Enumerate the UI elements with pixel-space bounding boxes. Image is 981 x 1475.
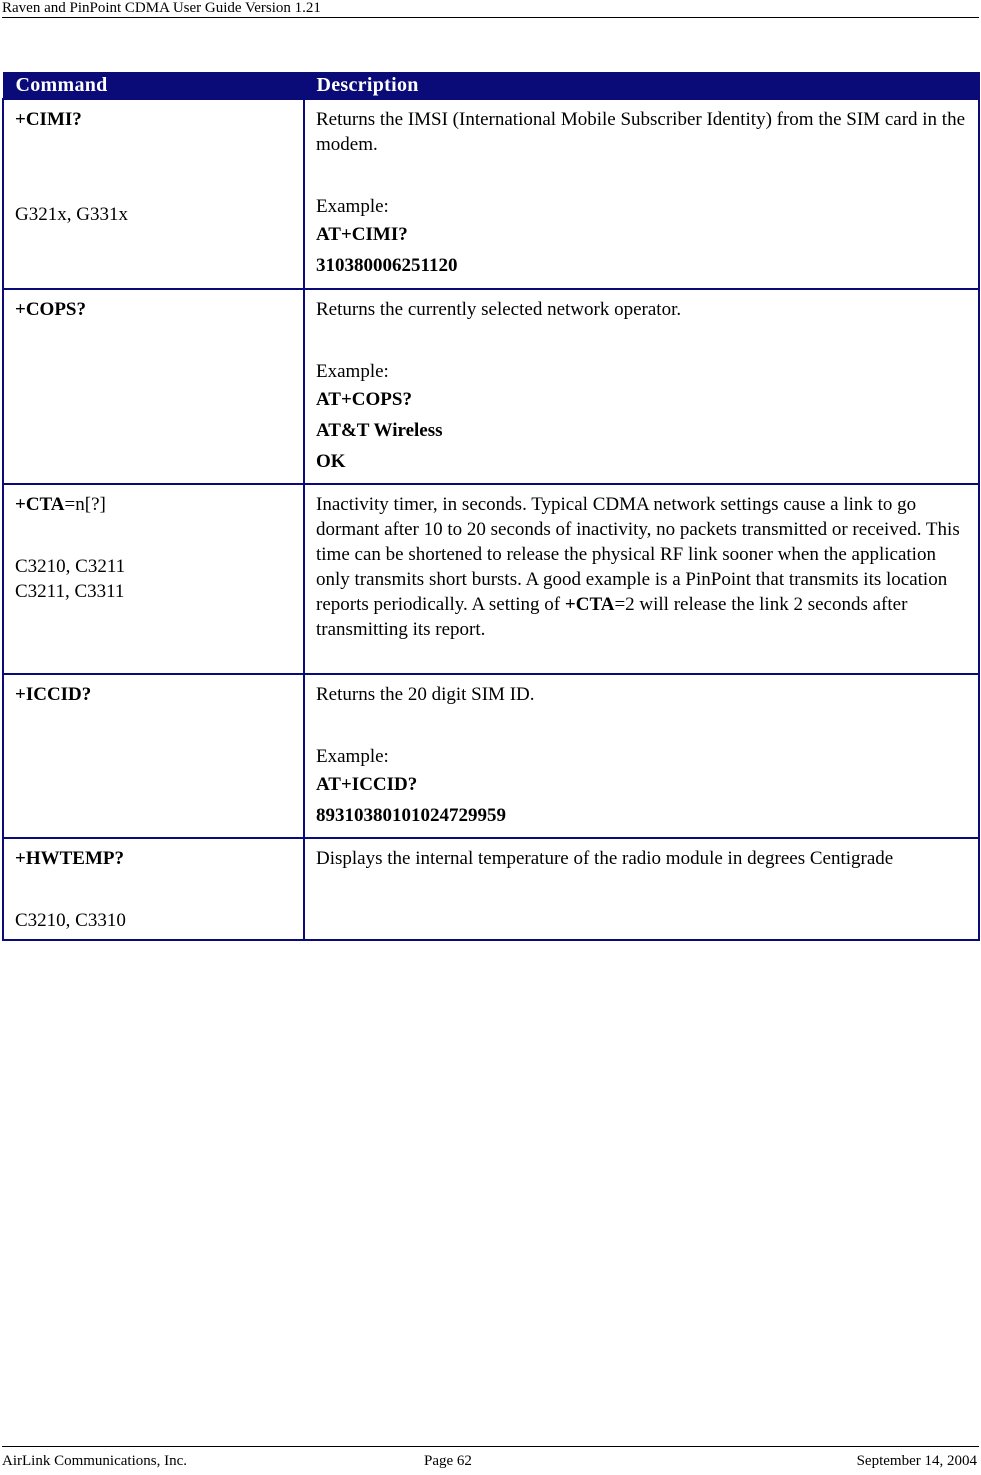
command-cell [3,99,304,289]
table-row [3,674,979,838]
command-name: +ICCID? [15,684,92,705]
description-text: Returns the currently selected network operator. [316,299,682,320]
command-name: +HWTEMP? [15,848,124,869]
command-name: +CIMI? [15,109,82,130]
command-models: C3210, C3310 [15,910,126,931]
table-header-row [3,73,979,100]
description-cell [304,99,979,289]
running-footer [2,1446,979,1471]
example-line: OK [316,451,346,472]
description-segment: Inactivity timer, in seconds. Typical CDMA network settings cause a link to go dormant after 10 to 20 seconds of inactivity, no packets transmitted or received. This time can be shortened to release the physical RF link sooner when the application only transmits short bursts. A good example is a PinPoint that transmits its location reports periodically. A setting of [316,494,960,615]
command-signature [15,492,293,517]
table-row [3,838,979,940]
footer-company: AirLink Communications, Inc. [2,1453,187,1469]
example-line: AT&T Wireless [316,420,443,441]
description-text [316,492,968,642]
table-row [3,289,979,484]
example-line: AT+COPS? [316,389,412,410]
description-text: Returns the 20 digit SIM ID. [316,684,535,705]
command-suffix: =n[?] [64,494,106,515]
command-cell [3,484,304,674]
description-cell [304,674,979,838]
command-cell [3,838,304,940]
example-line: 310380006251120 [316,255,458,276]
command-name: +COPS? [15,299,86,320]
example-line: 89310380101024729959 [316,805,506,826]
footer-page-number: Page 62 [424,1453,472,1469]
example-label: Example: [316,196,389,217]
example-label: Example: [316,746,389,767]
footer-date: September 14, 2004 [856,1453,977,1469]
description-cell [304,838,979,940]
table-row [3,484,979,674]
running-header [2,0,979,18]
command-models: G321x, G331x [15,204,128,225]
table-row [3,99,979,289]
column-header-command: Command [3,73,304,100]
document-title: Raven and PinPoint CDMA User Guide Version 1.21 [2,0,321,16]
description-cell [304,289,979,484]
column-header-description: Description [304,73,979,100]
example-line: AT+ICCID? [316,774,418,795]
description-bold-command: +CTA [564,594,615,615]
description-text: Displays the internal temperature of the radio module in degrees Centigrade [316,848,894,869]
description-segment: =2 will release the link 2 seconds after transmitting its report. [316,594,908,640]
command-name: +CTA [15,494,65,515]
example-line: AT+CIMI? [316,224,408,245]
command-models: C3211, C3311 [15,581,125,602]
example-label: Example: [316,361,389,382]
command-cell [3,289,304,484]
description-text: Returns the IMSI (International Mobile Subscriber Identity) from the SIM card in the modem. [316,109,966,155]
command-table [2,72,980,941]
description-cell [304,484,979,674]
command-models: C3210, C3211 [15,556,126,577]
command-cell [3,674,304,838]
